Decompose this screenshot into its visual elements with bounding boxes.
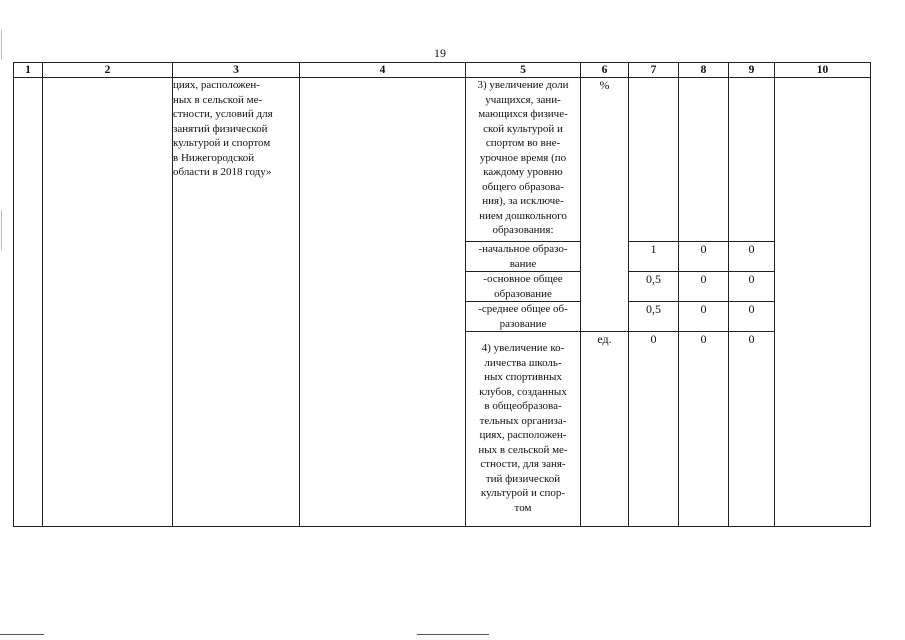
indicator4-line: в общеобразова- <box>484 400 562 412</box>
indicator4-line: ных спортивных <box>484 371 562 383</box>
indicator4-line: личества школь- <box>484 356 562 369</box>
header-col-3: 3 <box>173 63 300 78</box>
indicator3-line: учащихся, зани- <box>485 93 561 106</box>
indicator3-line: общего образова- <box>482 180 564 193</box>
indicator4-line: 4) увеличение ко- <box>481 342 565 354</box>
sub-row-label-line: образование <box>494 287 552 300</box>
header-col-9: 9 <box>729 63 775 78</box>
indicator3-col9 <box>729 78 775 242</box>
event-description-cell <box>173 78 300 527</box>
indicator4-label <box>466 332 581 527</box>
header-col-6: 6 <box>581 63 629 78</box>
header-col-8: 8 <box>679 63 729 78</box>
indicator4-unit: ед. <box>581 332 629 527</box>
indicator3-line: ской культурой и <box>483 122 563 135</box>
indicator4-line: циях, расположен- <box>479 429 567 441</box>
data-table <box>13 62 871 527</box>
sub-row-label-line: разование <box>499 317 547 330</box>
sub-row-label <box>466 302 581 332</box>
sub-row-label <box>466 242 581 272</box>
indicator3-line: ния), за исключе- <box>482 195 564 207</box>
indicator4-value-8: 0 <box>679 332 729 527</box>
header-row <box>14 63 871 78</box>
indicator3-line: урочное время (по <box>479 151 567 164</box>
event-description-line: в Нижегородской <box>173 151 255 164</box>
indicator4-line: культурой и спор- <box>480 487 566 499</box>
sub-row-value-9: 0 <box>729 242 775 272</box>
sub-row-label <box>466 272 581 302</box>
indicator4-line: клубов, созданных <box>479 385 567 398</box>
indicator3-col8 <box>679 78 729 242</box>
sub-row-label-line: -основное общее <box>483 273 563 285</box>
header-col-7: 7 <box>629 63 679 78</box>
header-col-5: 5 <box>466 63 581 78</box>
margin-mark-bottom <box>1 210 2 250</box>
page-number: 19 <box>434 46 446 60</box>
indicator4-value-9: 0 <box>729 332 775 527</box>
indicator3-line: 3) увеличение доли <box>477 79 569 91</box>
sub-row-label-line: -среднее общее об- <box>478 303 568 315</box>
sub-row-label-line: -начальное образо- <box>478 243 568 255</box>
header-col-10: 10 <box>775 63 871 78</box>
col4-cell <box>300 78 466 527</box>
indicator4-line: стности, для заня- <box>480 458 566 470</box>
event-description-line: ных в сельской ме- <box>173 93 263 106</box>
indicator4-line: тельных организа- <box>479 414 567 427</box>
footer-rule-left <box>0 634 44 635</box>
header-col-4: 4 <box>300 63 466 78</box>
indicator3-row <box>14 78 871 242</box>
col2-cell <box>43 78 173 527</box>
event-description-line: области в 2018 году» <box>173 166 272 178</box>
indicator4-line: тий физической <box>485 472 561 485</box>
indicator4-value-7: 0 <box>629 332 679 527</box>
sub-row-value-7: 1 <box>629 242 679 272</box>
col1-cell <box>14 78 43 527</box>
sub-row-value-9: 0 <box>729 302 775 332</box>
event-description-line: циях, расположен- <box>173 79 260 91</box>
sub-row-value-7: 0,5 <box>629 302 679 332</box>
indicator3-line: мающихся физиче- <box>478 108 568 120</box>
indicator3-label <box>466 78 581 242</box>
event-description-line: стности, условий для <box>173 108 273 120</box>
header-col-2: 2 <box>43 63 173 78</box>
indicator3-unit: % <box>581 78 629 332</box>
sub-row-value-8: 0 <box>679 242 729 272</box>
indicator3-line: спортом во вне- <box>485 137 561 149</box>
header-col-1: 1 <box>14 63 43 78</box>
sub-row-value-8: 0 <box>679 302 729 332</box>
event-description-line: занятий физической <box>173 122 268 135</box>
sub-row-value-9: 0 <box>729 272 775 302</box>
sub-row-value-8: 0 <box>679 272 729 302</box>
event-description-line: культурой и спортом <box>173 137 271 149</box>
indicator3-line: каждому уровню <box>483 166 563 178</box>
indicator3-line: нием дошкольного <box>479 209 567 222</box>
sub-row-value-7: 0,5 <box>629 272 679 302</box>
margin-mark-top <box>1 30 2 60</box>
sub-row-label-line: вание <box>509 257 537 270</box>
col10-cell <box>775 78 871 527</box>
indicator4-line: ных в сельской ме- <box>478 443 568 456</box>
indicator3-col7 <box>629 78 679 242</box>
footer-rule-center <box>417 634 489 635</box>
indicator4-line: том <box>514 501 532 514</box>
indicator3-line: образования: <box>492 224 554 236</box>
